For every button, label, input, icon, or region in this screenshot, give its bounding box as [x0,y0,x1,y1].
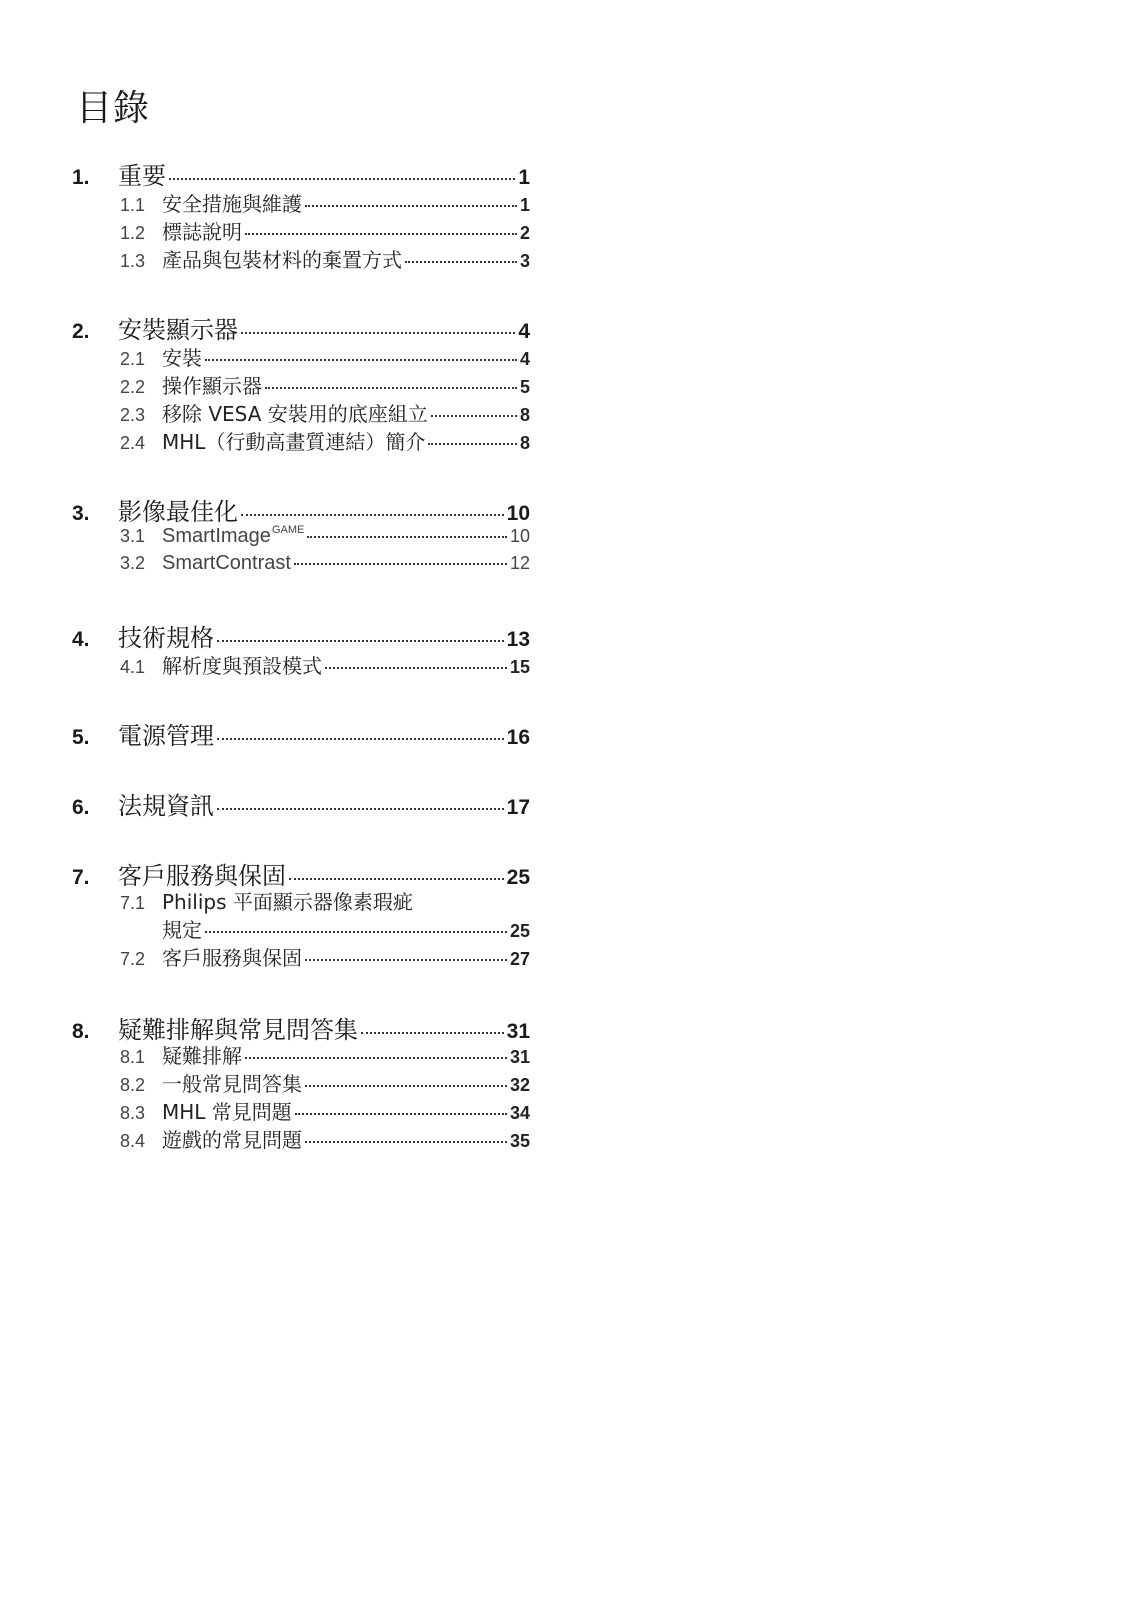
toc-entry-1[interactable] [72,156,530,190]
page-number: 34 [509,1103,530,1123]
subsection-title: 安全措施與維護 [162,192,302,216]
toc-entry-3-1[interactable] [120,524,530,552]
dot-leader [217,737,504,740]
subsection-title: 一般常見問答集 [162,1072,302,1096]
subsection-number: 1.3 [120,251,146,271]
dot-leader [265,386,517,389]
subsection-number: 2.4 [120,433,146,453]
subsection-number: 3.2 [120,553,146,573]
dot-leader [305,958,507,961]
subsection-title [162,524,304,548]
dot-leader [245,1056,507,1059]
dot-leader [305,1084,507,1087]
toc-entry-1-2[interactable] [120,216,530,244]
page-number: 2 [519,223,530,243]
subsection-number: 1.1 [120,195,146,215]
page-number: 4 [518,320,530,343]
subsection-title: MHL 常見問題 [162,1100,292,1124]
subsection-number: 7.2 [120,949,146,969]
page-title: 目錄 [76,88,151,129]
subsection-title: 移除 VESA 安裝用的底座組立 [162,402,428,426]
page-number: 25 [506,866,530,889]
section-number: 6. [72,796,90,819]
subsection-title: 標誌說明 [162,220,242,244]
page-number: 35 [509,1131,530,1151]
dot-leader [295,1112,507,1115]
dot-leader [361,1031,504,1034]
page-number: 3 [519,251,530,271]
page-number: 32 [509,1075,530,1095]
subsection-number: 7.1 [120,893,146,913]
section-number: 4. [72,628,90,651]
subsection-title: 解析度與預設模式 [162,654,322,678]
toc-entry-3[interactable] [72,492,530,526]
section-number: 8. [72,1020,90,1043]
subsection-title: 客戶服務與保固 [162,946,302,970]
dot-leader [205,930,507,933]
subsection-title: 產品與包裝材料的棄置方式 [162,248,402,272]
page-number: 1 [519,195,530,215]
subsection-title: MHL（行動高畫質連結）簡介 [162,430,426,454]
page-number: 8 [519,433,530,453]
section-title: 安裝顯示器 [118,316,238,344]
dot-leader [307,535,507,538]
section-title: 技術規格 [118,624,214,652]
dot-leader [241,331,515,334]
toc-entry-2[interactable] [72,310,530,344]
subsection-title: 安裝 [162,346,202,370]
subsection-number: 2.1 [120,349,146,369]
dot-leader [305,204,517,207]
subsection-number: 2.2 [120,377,146,397]
section-number: 5. [72,726,90,749]
dot-leader [169,177,515,180]
subsection-number: 2.3 [120,405,146,425]
dot-leader [431,414,517,417]
section-title: 疑難排解與常見問答集 [118,1016,358,1044]
section-number: 3. [72,502,90,525]
page-number: 16 [506,726,530,749]
section-title: 客戶服務與保固 [118,862,286,890]
section-number: 1. [72,166,90,189]
page-number: 15 [509,657,530,677]
page-number: 12 [509,553,530,573]
toc-entry-7-1-cont[interactable] [162,914,530,942]
toc-entry-2-3[interactable] [120,398,530,426]
toc-entry-7[interactable] [72,856,530,890]
toc-entry-8-1[interactable] [120,1040,530,1068]
subsection-title: 疑難排解 [162,1044,242,1068]
subsection-number: 8.1 [120,1047,146,1067]
dot-leader [245,232,517,235]
section-title: 影像最佳化 [118,498,238,526]
subsection-number: 8.4 [120,1131,146,1151]
superscript-game: GAME [271,524,305,536]
dot-leader [325,666,507,669]
toc-entry-7-2[interactable] [120,942,530,970]
page-number: 8 [519,405,530,425]
dot-leader [294,562,507,565]
toc-entry-2-2[interactable] [120,370,530,398]
toc-entry-7-1[interactable] [120,886,530,914]
dot-leader [205,358,517,361]
subsection-title-continued: 規定 [162,918,202,942]
subsection-title: 遊戲的常見問題 [162,1128,302,1152]
page-number: 13 [506,628,530,651]
toc-entry-3-2[interactable] [120,552,530,580]
toc-entry-4[interactable] [72,618,530,652]
toc-entry-8-3[interactable] [120,1096,530,1124]
dot-leader [241,513,504,516]
subsection-title: SmartContrast [162,552,291,574]
page-number: 25 [509,921,530,941]
page-number: 10 [506,502,530,525]
toc-entry-8-4[interactable] [120,1124,530,1152]
toc-entry-2-1[interactable] [120,342,530,370]
toc-entry-1-3[interactable] [120,244,530,272]
section-title: 法規資訊 [118,792,214,820]
section-number: 2. [72,320,90,343]
toc-entry-4-1[interactable] [120,650,530,678]
dot-leader [405,260,517,263]
toc-entry-8[interactable] [72,1010,530,1044]
toc-entry-1-1[interactable] [120,188,530,216]
page-number: 31 [506,1020,530,1043]
subsection-title: Philips 平面顯示器像素瑕疵 [162,890,413,914]
page-number: 4 [519,349,530,369]
page-number: 31 [509,1047,530,1067]
dot-leader [428,442,517,445]
subsection-number: 1.2 [120,223,146,243]
page-number: 17 [506,796,530,819]
toc-entry-8-2[interactable] [120,1068,530,1096]
subsection-number: 3.1 [120,526,146,546]
dot-leader [289,877,504,880]
dot-leader [217,807,504,810]
subsection-number: 8.2 [120,1075,146,1095]
section-title: 重要 [118,162,166,190]
page-number: 1 [518,166,530,189]
subsection-title-text: SmartImage [162,525,271,547]
page-number: 27 [509,949,530,969]
section-title: 電源管理 [118,722,214,750]
subsection-number: 8.3 [120,1103,146,1123]
toc-entry-2-4[interactable] [120,426,530,454]
page-number: 10 [509,526,530,546]
toc-entry-5[interactable] [72,716,530,750]
dot-leader [305,1140,507,1143]
dot-leader [217,639,504,642]
section-number: 7. [72,866,90,889]
page-number: 5 [519,377,530,397]
subsection-title: 操作顯示器 [162,374,262,398]
toc-entry-6[interactable] [72,786,530,820]
subsection-number: 4.1 [120,657,146,677]
